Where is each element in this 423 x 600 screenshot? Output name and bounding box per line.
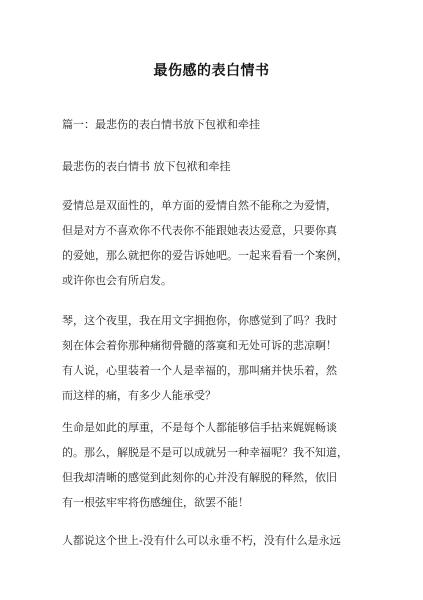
paragraph-line: 的。那么，解脱是不是可以成就另一种幸福呢？我不知道， xyxy=(62,446,348,459)
paragraph-line: 的爱她，那么就把你的爱告诉她吧。一起来看看一个案例， xyxy=(62,249,348,262)
paragraph-line: 刻在体会着你那种痛彻骨髓的落寞和无处可诉的悲凉啊！ xyxy=(62,339,337,352)
paragraph-line: 人都说这个世上-没有什么可以永垂不朽，没有什么是永远 xyxy=(62,534,341,547)
paragraph-line: 但我却清晰的感觉到此刻你的心并没有解脱的释然，依旧 xyxy=(62,471,337,484)
paragraph-2 xyxy=(62,308,362,408)
paragraph-line: 有人说，心里装着一个人是幸福的，那叫痛并快乐着，然 xyxy=(62,364,337,377)
paragraph-line: 而这样的痛，有多少人能承受？ xyxy=(62,389,216,402)
paragraph-line: 或许你也会有所启发。 xyxy=(62,274,172,287)
subheading: 最悲伤的表白情书 放下包袱和牵挂 xyxy=(62,160,231,173)
paragraph-line: 琴，这个夜里，我在用文字拥抱你，你感觉到了吗？我时 xyxy=(62,314,337,327)
paragraph-line: 生命是如此的厚重，不是每个人都能够信手拈来娓娓畅谈 xyxy=(62,421,337,434)
paragraph-line: 爱情总是双面性的，单方面的爱情自然不能称之为爱情， xyxy=(62,199,337,212)
paragraph-4 xyxy=(62,528,362,553)
paragraph-3 xyxy=(62,415,362,515)
paragraph-1 xyxy=(62,193,362,293)
paragraph-line: 但是对方不喜欢你不代表你不能跟她表达爱意，只要你真 xyxy=(62,224,337,237)
document-title: 最伤感的表白情书 xyxy=(153,63,270,79)
section-heading: 篇一：最悲伤的表白情书放下包袱和牵挂 xyxy=(62,118,260,131)
paragraph-line: 有一根弦牢牢将伤感缠住，欲罢不能！ xyxy=(62,496,249,509)
